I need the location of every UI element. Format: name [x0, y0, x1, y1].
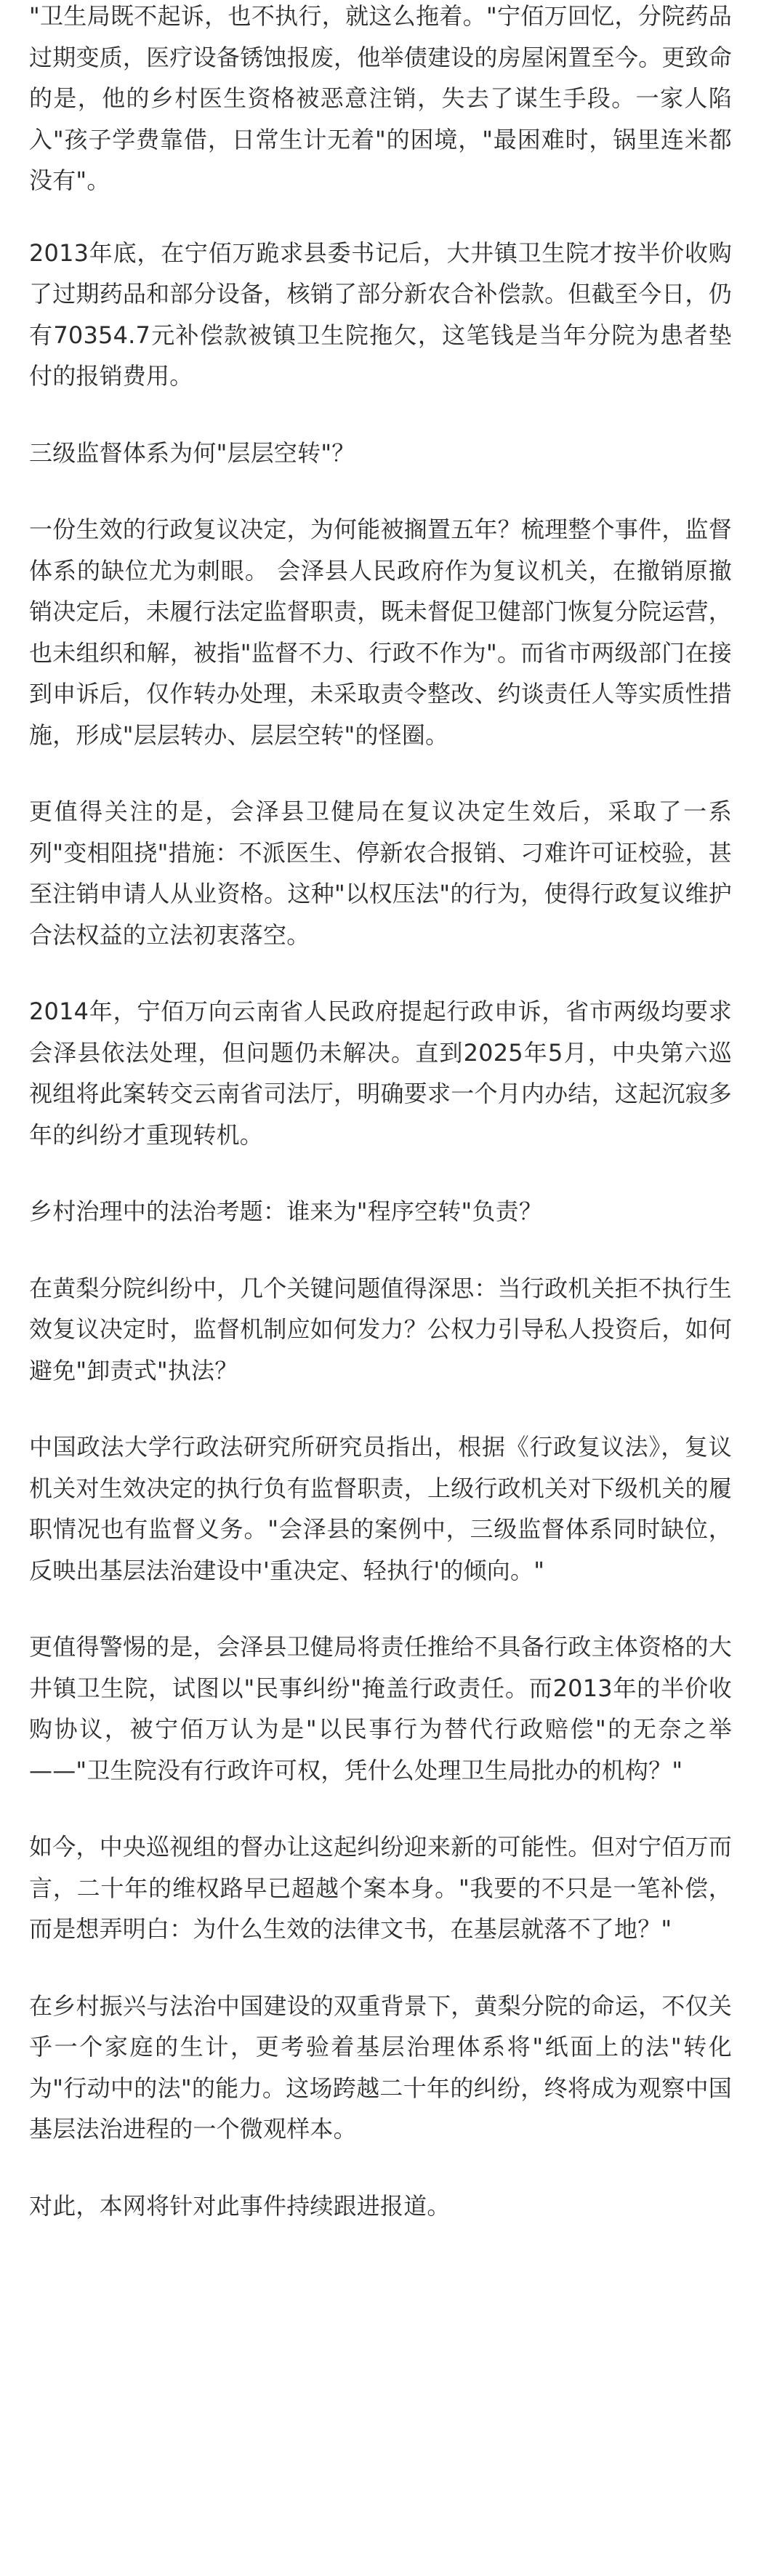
closing-paragraph: 对此，本网将针对此事件持续跟进报道。 [29, 2191, 451, 2220]
article-paragraph: "卫生局既不起诉，也不执行，就这么拖着。"宁佰万回忆，分院药品过期变质，医疗设备锈蚀报废，他举债建设的房屋闲置至今。更致命的是，他的乡村医生资格被恶意注销，失去了谋生手段。一家人陷入"孩子学费靠借，日常生计无着"的困境，"最困难时，锅里连米都没有"。 [29, 2, 732, 194]
article-paragraph: 如今，中央巡视组的督办让这起纠纷迎来新的可能性。但对宁佰万而言，二十年的维权路早已超越个案本身。"我要的不只是一笔补偿，而是想弄明白：为什么生效的法律文书，在基层就落不了地？" [29, 1833, 732, 1943]
article-paragraph: 中国政法大学行政法研究所研究员指出，根据《行政复议法》，复议机关对生效决定的执行负有监督职责，上级行政机关对下级机关的履职情况也有监督义务。"会泽县的案例中，三级监督体系同时缺位，反映出基层法治建设中'重决定、轻执行'的倾向。" [29, 1433, 732, 1584]
article-paragraph: 在黄梨分院纠纷中，几个关键问题值得深思：当行政机关拒不执行生效复议决定时，监督机制应如何发力？公权力引导私人投资后，如何避免"卸责式"执法？ [29, 1274, 732, 1384]
section-heading: 乡村治理中的法治考题：谁来为"程序空转"负责？ [29, 1197, 543, 1225]
article-paragraph: 更值得警惕的是，会泽县卫健局将责任推给不具备行政主体资格的大井镇卫生院，试图以"民事纠纷"掩盖行政责任。而2013年的半价收购协议，被宁佰万认为是"以民事行为替代行政赔偿"的无奈之举——"卫生院没有行政许可权，凭什么处理卫生局批办的机构？" [29, 1633, 732, 1784]
article-paragraph: 一份生效的行政复议决定，为何能被搁置五年？梳理整个事件，监督体系的缺位尤为刺眼。 会泽县人民政府作为复议机关，在撤销原撤销决定后，未履行法定监督职责，既未督促卫健部门恢复分院运营，也未组织和解，被指"监督不力、行政不作为"。而省市两级部门在接到申诉后，仅作转办处理，未采取责令整改、约谈责任人等实质性措施，形成"层层转办、层层空转"的怪圈。 [29, 515, 732, 749]
article-paragraph: 2013年底，在宁佰万跪求县委书记后，大井镇卫生院才按半价收购了过期药品和部分设备，核销了部分新农合补偿款。但截至今日，仍有70354.7元补偿款被镇卫生院拖欠，这笔钱是当年分院为患者垫付的报销费用。 [29, 238, 732, 390]
article-paragraph: 更值得关注的是，会泽县卫健局在复议决定生效后，采取了一系列"变相阻挠"措施：不派医生、停新农合报销、刁难许可证校验，甚至注销申请人从业资格。这种"以权压法"的行为，使得行政复议维护合法权益的立法初衷落空。 [29, 798, 732, 949]
article-paragraph: 在乡村振兴与法治中国建设的双重背景下，黄梨分院的命运，不仅关乎一个家庭的生计，更考验着基层治理体系将"纸面上的法"转化为"行动中的法"的能力。这场跨越二十年的纠纷，终将成为观察中国基层法治进程的一个微观样本。 [29, 1991, 732, 2143]
article-paragraph: 2014年，宁佰万向云南省人民政府提起行政申诉，省市两级均要求会泽县依法处理，但问题仍未解决。直到2025年5月，中央第六巡视组将此案转交云南省司法厅，明确要求一个月内办结，这起沉寂多年的纠纷才重现转机。 [29, 998, 732, 1149]
section-heading: 三级监督体系为何"层层空转"？ [29, 438, 355, 467]
